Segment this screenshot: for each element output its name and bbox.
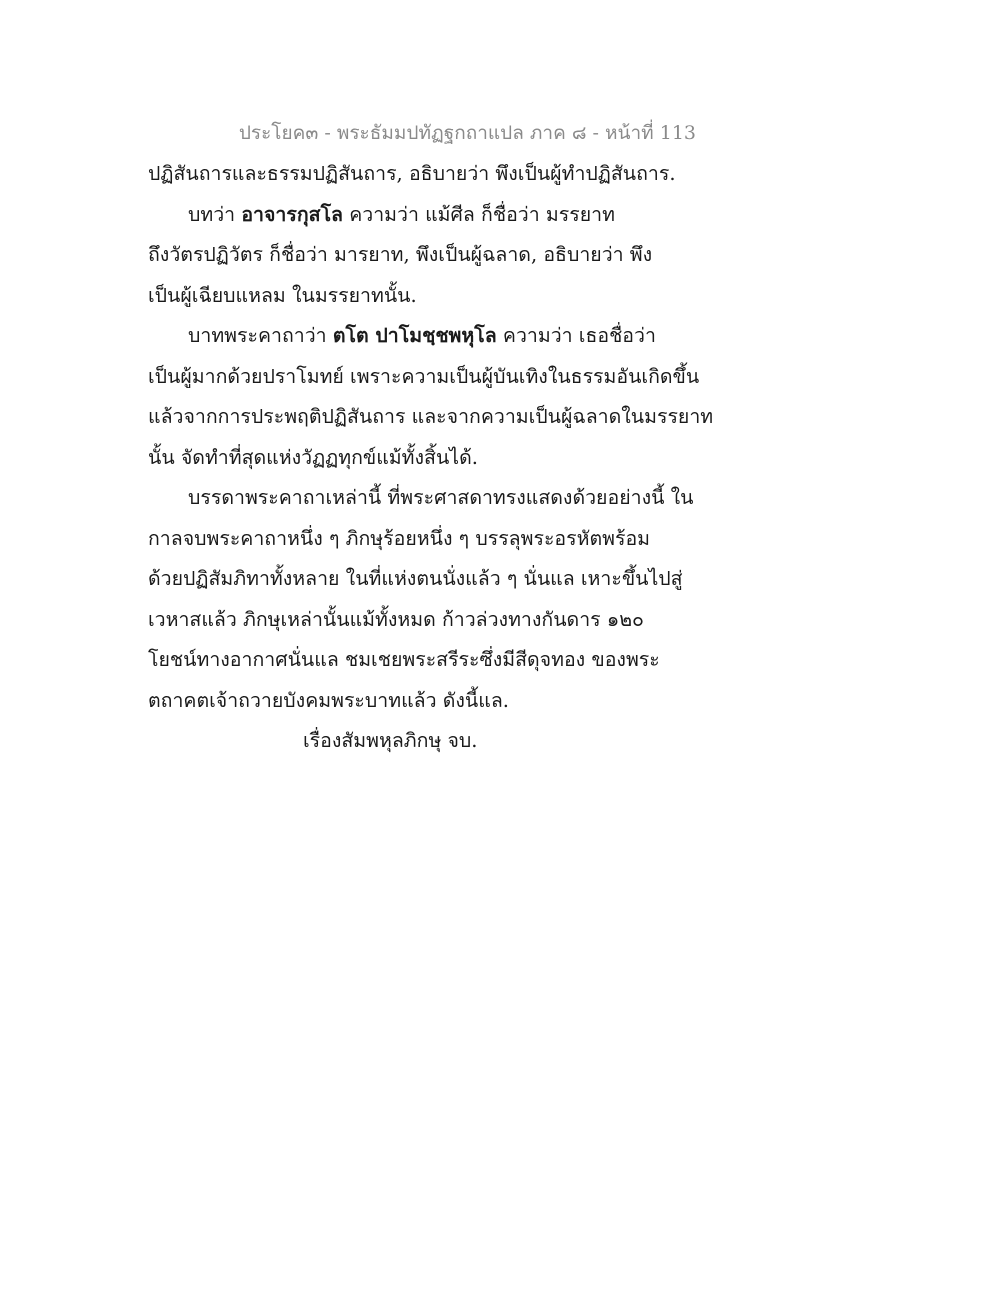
page-header: ประโยค๓ - พระธัมมปทัฏฐกถาแปล ภาค ๘ - หน้าที่ 113 — [238, 122, 696, 144]
text-span: บทว่า — [188, 202, 242, 226]
bold-term: ตโต ปาโมชฺชพหุโล — [332, 324, 497, 347]
text-span: บาทพระคาถาว่า — [188, 324, 333, 347]
bold-term: อาจารกุสโล — [241, 202, 343, 226]
text-line: บรรดาพระคาถาเหล่านี้ ที่พระศาสดาทรงแสดงด้วยอย่างนี้ ใน — [188, 486, 694, 509]
text-line: เป็นผู้เฉียบแหลม ในมรรยาทนั้น. — [148, 283, 417, 307]
text-line: กาลจบพระคาถาหนึ่ง ๆ ภิกษุร้อยหนึ่ง ๆ บรรลุพระอรหัตพร้อม — [148, 526, 651, 550]
closing-line: เรื่องสัมพหุลภิกษุ จบ. — [303, 729, 478, 752]
text-line: ปฏิสันถารและธรรมปฏิสันถาร, อธิบายว่า พึงเป็นผู้ทำปฏิสันถาร. — [148, 162, 676, 185]
text-line: ตถาคตเจ้าถวายบังคมพระบาทแล้ว ดังนี้แล. — [148, 688, 509, 712]
text-line — [148, 195, 708, 236]
text-line: ด้วยปฏิสัมภิทาทั้งหลาย ในที่แห่งตนนั่งแล้ว ๆ นั่นแล เหาะขึ้นไปสู่ — [148, 567, 683, 590]
text-line: แล้วจากการประพฤติปฏิสันถาร และจากความเป็นผู้ฉลาดในมรรยาท — [148, 405, 714, 428]
text-line: นั้น จัดทำที่สุดแห่งวัฏฏทุกข์แม้ทั้งสิ้นได้. — [148, 445, 478, 469]
text-line: เป็นผู้มากด้วยปราโมทย์ เพราะความเป็นผู้บันเทิงในธรรมอันเกิดขึ้น — [148, 364, 700, 388]
text-span: ความว่า เธอชื่อว่า — [496, 324, 656, 347]
text-line — [148, 316, 708, 357]
text-span: ความว่า แม้ศีล ก็ชื่อว่า มรรยาท — [343, 202, 615, 226]
text-line: ถึงวัตรปฏิวัตร ก็ชื่อว่า มารยาท, พึงเป็นผู้ฉลาด, อธิบายว่า พึง — [148, 243, 653, 266]
body-text — [148, 154, 714, 762]
text-line: เวหาสแล้ว ภิกษุเหล่านั้นแม้ทั้งหมด ก้าวล่วงทางกันดาร ๑๒๐ — [148, 607, 644, 631]
text-line: โยชน์ทางอากาศนั่นแล ชมเชยพระสรีระซึ่งมีสีดุจทอง ของพระ — [148, 648, 660, 671]
